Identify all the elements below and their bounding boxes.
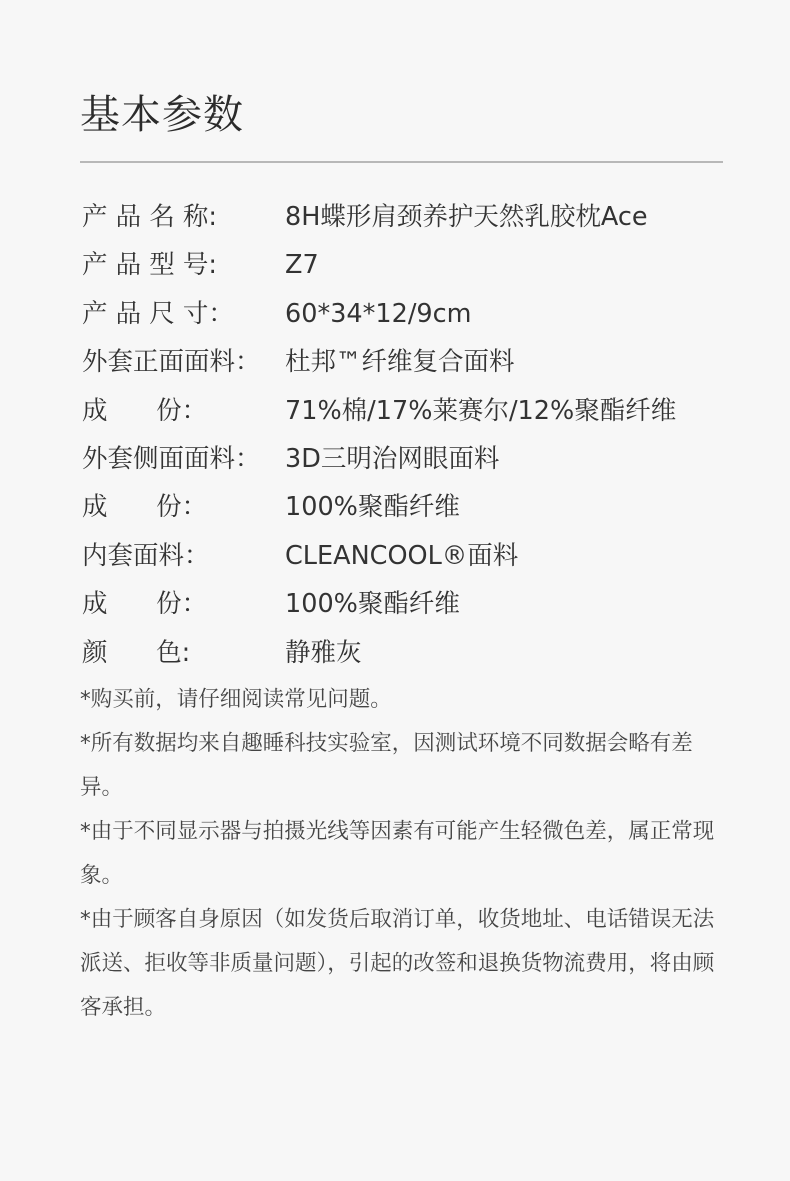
param-value: CLEANCOOL®面料 [285,540,519,571]
param-label: 颜 色: [82,637,191,668]
param-label: 外套正面面料： [82,347,261,378]
param-value: 60*34*12/9cm [285,298,472,329]
note-item: *由于不同显示器与拍摄光线等因素有可能产生轻微色差，属正常现象。 [80,819,715,888]
param-row-size [82,290,722,338]
param-value: 8H蝶形肩颈养护天然乳胶枕Ace [285,202,648,232]
param-label: 成 份： [82,395,208,426]
param-label: 内套面料： [82,540,210,571]
param-label: 产 品 型 号: [82,250,217,281]
param-row-outer-front-fabric [82,338,722,386]
note-item: *由于顾客自身原因（如发货后取消订单，收货地址、电话错误无法派送、拒收等非质量问题），引起的改签和退换货物流费用，将由顾客承担。 [80,907,715,1020]
param-value: 100%聚酯纤维 [285,492,460,523]
param-label: 外套侧面面料： [82,443,261,474]
param-value: 3D三明治网眼面料 [285,443,500,474]
param-label: 产 品 名 称: [82,202,217,232]
param-row-composition [82,580,722,628]
param-row-product-name [82,193,722,241]
param-value: 100%聚酯纤维 [285,589,460,620]
section-title: 基本参数 [80,92,244,138]
param-row-color [82,629,722,677]
param-value: 静雅灰 [285,637,362,668]
param-label: 成 份： [82,492,208,523]
note-item: *所有数据均来自趣睡科技实验室，因测试环境不同数据会略有差异。 [80,731,693,800]
parameter-list [82,193,722,677]
notes-section [80,678,720,1030]
title-divider [80,161,723,163]
param-row-inner-fabric [82,532,722,580]
param-label: 成 份： [82,589,208,620]
param-row-model [82,241,722,289]
param-value: Z7 [285,250,319,281]
param-row-outer-side-fabric [82,435,722,483]
param-value: 71%棉/17%莱赛尔/12%聚酯纤维 [285,395,677,426]
note-item: *购买前，请仔细阅读常见问题。 [80,687,392,712]
param-label: 产 品 尺 寸： [82,298,234,329]
param-row-composition [82,387,722,435]
param-value: 杜邦™纤维复合面料 [285,347,515,378]
param-row-composition [82,483,722,531]
